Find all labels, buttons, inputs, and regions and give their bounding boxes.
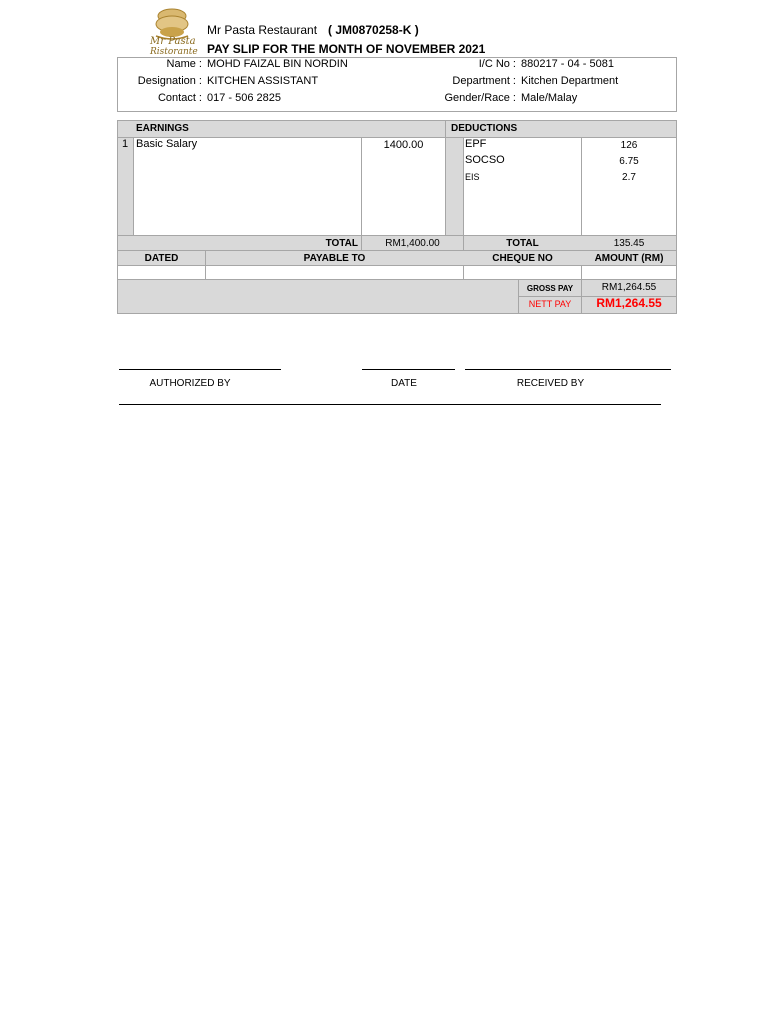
gross-pay-label: GROSS PAY	[526, 284, 574, 293]
gender-value: Male/Malay	[521, 92, 578, 104]
earnings-row-amount: 1400.00	[383, 139, 424, 151]
earnings-row-label: Basic Salary	[136, 138, 198, 150]
amount-header: AMOUNT (RM)	[594, 253, 664, 264]
department-label: Department :	[452, 75, 516, 87]
gross-pay-value: RM1,264.55	[601, 282, 657, 293]
name-label: Name :	[166, 58, 202, 70]
received-by-label: RECEIVED BY	[516, 378, 585, 389]
received-by-signature-line[interactable]	[465, 369, 671, 370]
restaurant-name: Mr Pasta Restaurant	[207, 23, 318, 37]
deductions-header: DEDUCTIONS	[451, 123, 518, 134]
logo-text-2: Ristorante	[150, 47, 198, 57]
deduction-row-label: EPF	[465, 138, 487, 150]
deduction-row-label: SOCSO	[465, 154, 505, 166]
authorized-by-signature-line[interactable]	[119, 369, 281, 370]
deductions-total-label: TOTAL	[506, 238, 539, 249]
payslip-title: PAY SLIP FOR THE MONTH OF NOVEMBER 2021	[207, 42, 486, 56]
deduction-row-amount: 6.75	[619, 156, 639, 167]
earnings-total-value: RM1,400.00	[385, 238, 440, 249]
earnings-total-label: TOTAL	[325, 238, 358, 249]
earnings-header: EARNINGS	[136, 123, 189, 134]
deductions-spacer-column	[446, 137, 463, 235]
logo-text-1: Mr Pasta	[150, 36, 196, 47]
deduction-row-amount: 2.7	[622, 172, 636, 183]
deduction-row-amount: 126	[620, 140, 638, 151]
ic-label: I/C No :	[478, 58, 516, 70]
dated-header: DATED	[144, 253, 179, 264]
deduction-row-label: EIS	[465, 172, 480, 182]
nett-pay-value: RM1,264.55	[596, 296, 662, 310]
registration-number: ( JM0870258-K )	[328, 23, 419, 37]
date-label: DATE	[391, 378, 417, 389]
ic-value: 880217 - 04 - 5081	[521, 58, 614, 70]
bottom-divider-line	[119, 404, 661, 405]
earnings-number-column	[118, 137, 133, 235]
nett-pay-label: NETT PAY	[528, 299, 572, 309]
department-value: Kitchen Department	[521, 75, 619, 87]
deductions-total-value: 135.45	[613, 238, 645, 249]
date-signature-line[interactable]	[362, 369, 455, 370]
payable-to-header: PAYABLE TO	[303, 253, 366, 264]
contact-value: 017 - 506 2825	[207, 92, 282, 104]
gender-label: Gender/Race :	[444, 92, 516, 104]
authorized-by-label: AUTHORIZED BY	[149, 378, 231, 389]
name-value: MOHD FAIZAL BIN NORDIN	[207, 58, 348, 70]
designation-value: KITCHEN ASSISTANT	[207, 75, 319, 87]
earnings-row-number: 1	[122, 138, 129, 150]
designation-label: Designation :	[137, 75, 202, 87]
cheque-no-header: CHEQUE NO	[492, 253, 553, 264]
restaurant-logo	[146, 6, 198, 58]
contact-label: Contact :	[157, 92, 202, 104]
